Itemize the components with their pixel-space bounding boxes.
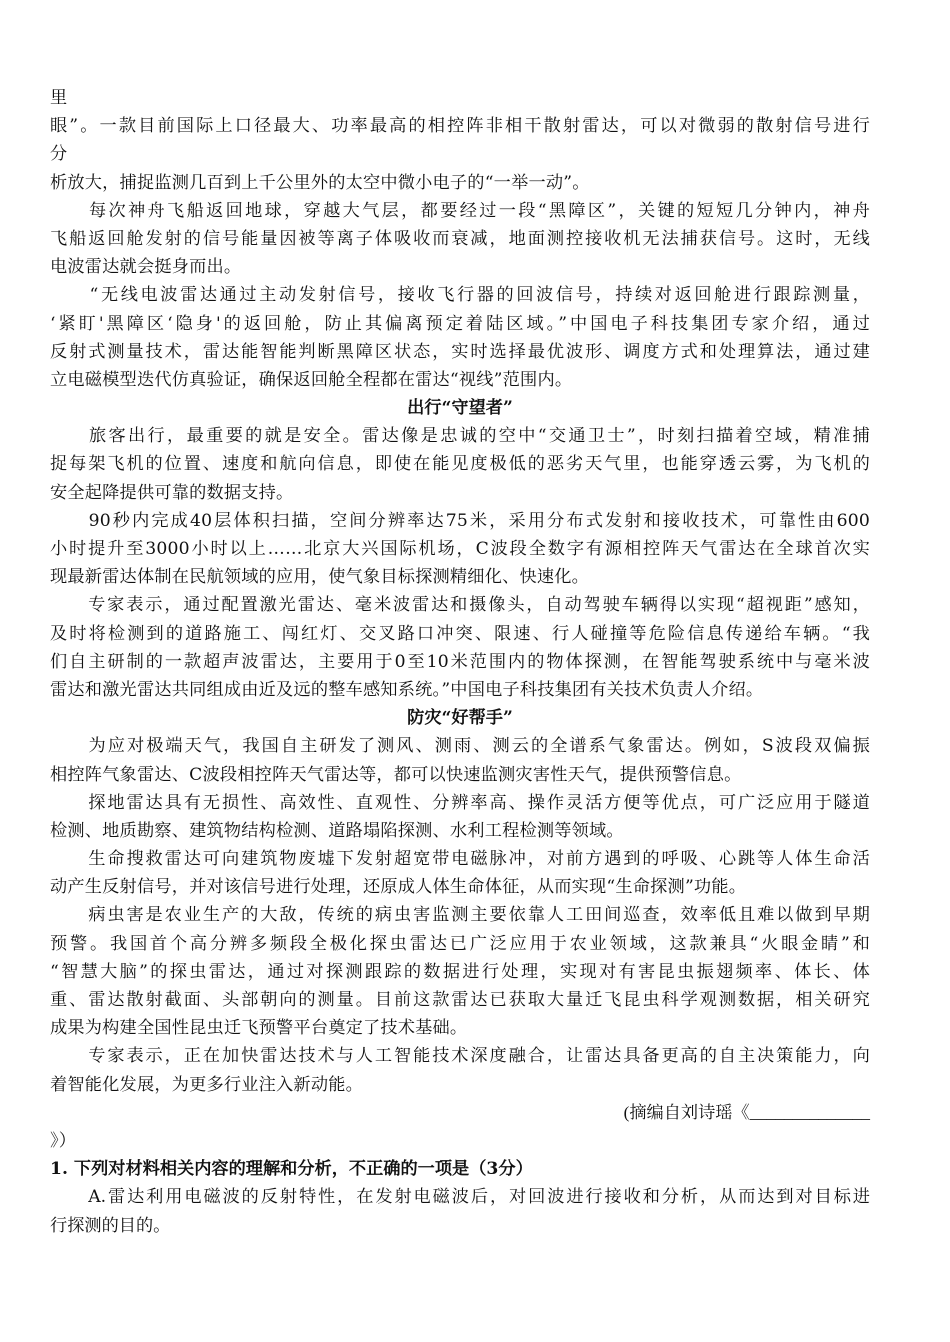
text-line: 成果为构建全国性昆虫迁飞预警平台奠定了技术基础。 [50, 1018, 468, 1039]
text-line: “无线电波雷达通过主动发射信号，接收飞行器的回波信号，持续对返回舱进行跟踪测量， [50, 285, 870, 306]
text-line: 们自主研制的一款超声波雷达，主要用于0至10米范围内的物体探测，在智能驾驶系统中与毫米波 [50, 651, 870, 672]
text-line: 眼”。一款目前国际上口径最大、功率最高的相控阵非相干散射雷达，可以对微弱的散射信号进行 [50, 116, 870, 137]
text-line: 旅客出行，最重要的就是安全。雷达像是忠诚的空中“交通卫士”，时刻扫描着空域，精准捕 [50, 426, 870, 447]
text-line: 探地雷达具有无损性、高效性、直观性、分辨率高、操作灵活方便等优点，可广泛应用于隧道 [50, 792, 870, 813]
text-line: 飞船返回舱发射的信号能量因被等离子体吸收而衰减，地面测控接收机无法捕获信号。这时，无线 [50, 228, 870, 249]
text-line: 雷达和激光雷达共同组成由近及远的整车感知系统。”中国电子科技集团有关技术负责人介绍。 [50, 679, 764, 700]
text-line: 90秒内完成40层体积扫描，空间分辨率达75米，采用分布式发射和接收技术，可靠性由600 [50, 510, 870, 531]
text-line: 生命搜救雷达可向建筑物废墟下发射超宽带电磁脉冲，对前方遇到的呼吸、心跳等人体生命活 [50, 849, 870, 870]
text-line: 预警。我国首个高分辨多频段全极化探虫雷达已广泛应用于农业领域，这款兼具“火眼金睛”和 [50, 933, 870, 954]
text-line: 小时提升至3000小时以上……北京大兴国际机场，C波段全数字有源相控阵天气雷达在全球首次实 [50, 539, 870, 559]
section-heading: 出行“守望者” [407, 398, 513, 419]
text-line: 析放大，捕捉监测几百到上千公里外的太空中微小电子的“一举一动”。 [50, 172, 590, 193]
text-line: 安全起降提供可靠的数据支持。 [50, 482, 294, 503]
text-line: 电波雷达就会挺身而出。 [50, 257, 242, 278]
text-line: 分 [50, 144, 68, 165]
text-line: 及时将检测到的道路施工、闯红灯、交叉路口冲突、限速、行人碰撞等危险信息传递给车辆。“我 [50, 623, 870, 644]
answer-option: A.雷达利用电磁波的反射特性，在发射电磁波后，对回波进行接收和分析，从而达到对目标进 [50, 1187, 870, 1208]
text-line: 着智能化发展，为更多行业注入新动能。 [50, 1074, 363, 1095]
text-line: 专家表示，正在加快雷达技术与人工智能技术深度融合，让雷达具备更高的自主决策能力，向 [50, 1046, 870, 1067]
section-heading: 防灾“好帮手” [407, 708, 513, 729]
text-line: 立电磁模型迭代仿真验证，确保返回舱全程都在雷达“视线”范围内。 [50, 369, 573, 390]
text-line: 现最新雷达体制在民航领域的应用，使气象目标探测精细化、快速化。 [50, 567, 590, 588]
document-page [50, 84, 870, 1240]
source-citation: (摘编自刘诗瑶《______________ [623, 1102, 870, 1122]
text-line: 反射式测量技术，雷达能智能判断黑障区状态，实时选择最优波形、调度方式和处理算法，通过建 [50, 341, 870, 362]
text-line: 为应对极端天气，我国自主研发了测风、测雨、测云的全谱系气象雷达。例如，S波段双偏振 [50, 736, 870, 757]
text-line: 动产生反射信号，并对该信号进行处理，还原成人体生命体征，从而实现“生命探测”功能。 [50, 877, 747, 898]
text-line: 里 [50, 88, 68, 108]
text-line: 》） [50, 1130, 77, 1151]
text-line: 病虫害是农业生产的大敌，传统的病虫害监测主要依靠人工田间巡查，效率低且难以做到早期 [50, 905, 870, 926]
text-line: ‘紧盯'黑障区‘隐身'的返回舱，防止其偏离预定着陆区域。”中国电子科技集团专家介绍，通过 [50, 313, 870, 334]
text-line: 每次神舟飞船返回地球，穿越大气层，都要经过一段“黑障区”，关键的短短几分钟内，神舟 [50, 200, 870, 221]
text-line: 相控阵气象雷达、C波段相控阵天气雷达等，都可以快速监测灾害性天气，提供预警信息。 [50, 764, 742, 785]
text-line: 专家表示，通过配置激光雷达、毫米波雷达和摄像头，自动驾驶车辆得以实现“超视距”感知， [50, 595, 870, 616]
text-line: 重、雷达散射截面、头部朝向的测量。目前这款雷达已获取大量迁飞昆虫科学观测数据，相关研究 [50, 990, 870, 1010]
answer-option: 行探测的目的。 [50, 1215, 171, 1236]
question-stem: 1. 下列对材料相关内容的理解和分析，不正确的一项是（3分） [50, 1159, 533, 1180]
text-line: 检测、地质勘察、建筑物结构检测、道路塌陷探测、水利工程检测等领域。 [50, 820, 624, 841]
text-line: “智慧大脑”的探虫雷达，通过对探测跟踪的数据进行处理，实现对有害昆虫振翅频率、体长、体 [50, 961, 870, 982]
text-line: 捉每架飞机的位置、速度和航向信息，即使在能见度极低的恶劣天气里，也能穿透云雾，为飞机的 [50, 454, 870, 475]
